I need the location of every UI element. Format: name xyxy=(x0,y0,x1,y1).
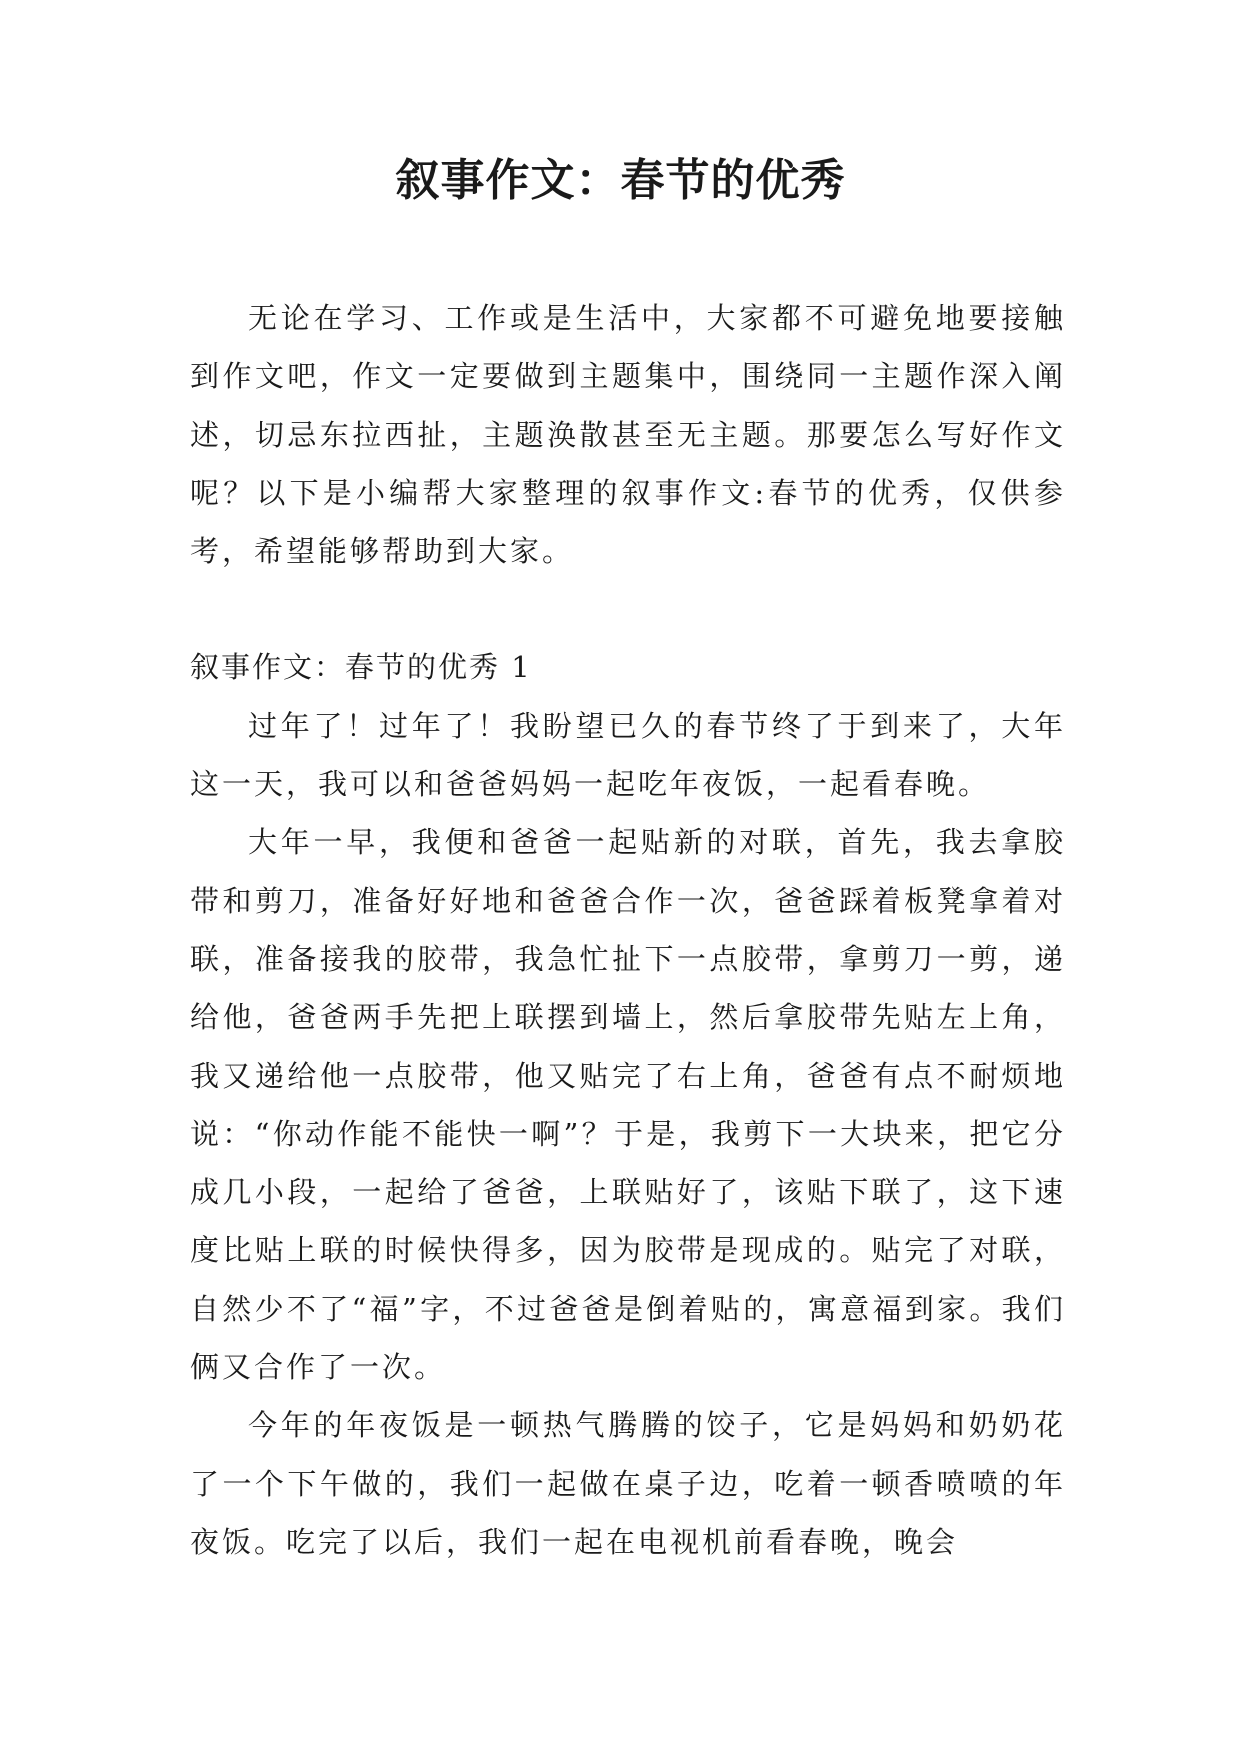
body-paragraph-1: 过年了！过年了！我盼望已久的春节终了于到来了，大年这一天，我可以和爸爸妈妈一起吃年夜饭，一起看春晚。 xyxy=(190,708,1066,802)
body-paragraph-2: 大年一早，我便和爸爸一起贴新的对联，首先，我去拿胶带和剪刀，准备好好地和爸爸合作一次，爸爸踩着板凳拿着对联，准备接我的胶带，我急忙扯下一点胶带，拿剪刀一剪，递给他，爸爸两手先把上联摆到墙上，然后拿胶带先贴左上角，我又递给他一点胶带，他又贴完了右上角，爸爸有点不耐烦地说：“你动作能不能快一啊”？于是，我剪下一大块来，把它分成几小段，一起给了爸爸，上联贴好了，该贴下联了，这下速度比贴上联的时候快得多，因为胶带是现成的。贴完了对联，自然少不了“福”字，不过爸爸是倒着贴的，寓意福到家。我们俩又合作了一次。 xyxy=(190,825,1066,1385)
document-title: 叙事作文：春节的优秀 xyxy=(395,155,846,206)
section-heading: 叙事作文：春节的优秀 1 xyxy=(190,650,532,685)
body-paragraph-3: 今年的年夜饭是一顿热气腾腾的饺子，它是妈妈和奶奶花了一个下午做的，我们一起做在桌子边，吃着一顿香喷喷的年夜饭。吃完了以后，我们一起在电视机前看春晚，晚会 xyxy=(190,1408,1066,1559)
intro-paragraph: 无论在学习、工作或是生活中，大家都不可避免地要接触到作文吧，作文一定要做到主题集中，围绕同一主题作深入阐述，切忌东拉西扯，主题涣散甚至无主题。那要怎么写好作文呢？以下是小编帮大家整理的叙事作文:春节的优秀，仅供参考，希望能够帮助到大家。 xyxy=(190,301,1066,569)
document-body xyxy=(190,289,1066,1571)
